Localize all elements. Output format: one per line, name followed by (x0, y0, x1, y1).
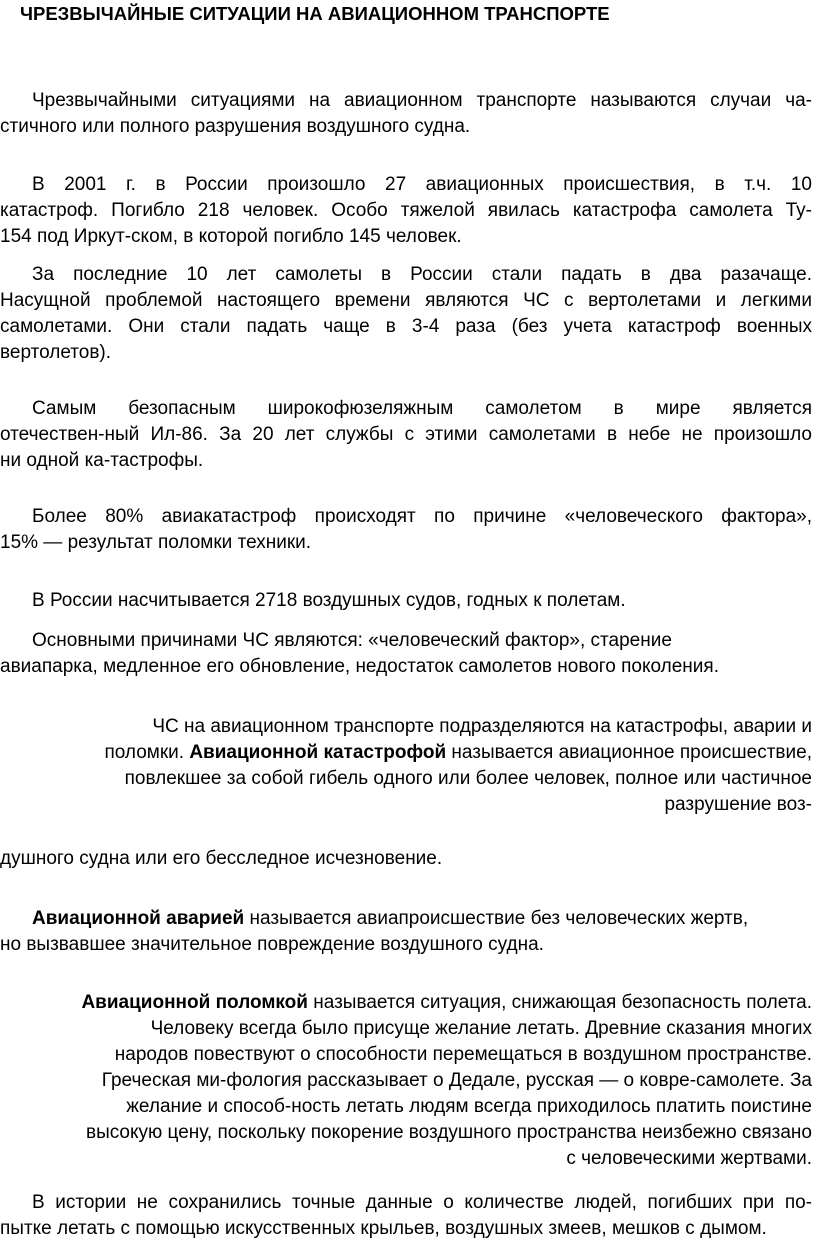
text-line: В истории не сохранились точные данные о количестве людей, погибших при по- (32, 1192, 812, 1213)
text-line (0, 740, 812, 766)
text-line: Насущной проблемой настоящего времени являются ЧС с вертолетами и легкими (0, 290, 812, 311)
paragraph-breakdown-definition (0, 990, 812, 1172)
text-line: За последние 10 лет самолеты в России стали падать в два разачаще. (32, 264, 812, 285)
text-line: катастроф. Погибло 218 человек. Особо тяжелой явилась катастрофа самолета Ту- (0, 200, 812, 221)
text-line: душного судна или его бесследное исчезновение. (0, 848, 443, 869)
paragraph-history (0, 1190, 812, 1242)
paragraph-aircraft-count (0, 588, 812, 614)
text-line: ЧС на авиационном транспорте подразделяются на катастрофы, аварии и (152, 716, 812, 737)
text-fragment: называется ситуация, снижающая безопасность полета. (307, 992, 812, 1013)
text-line: Самым безопасным широкофюзеляжным самолетом в мире является (32, 398, 812, 419)
text-line: пытке летать с помощью искусственных крыльев, воздушных змеев, мешков с дымом. (0, 1218, 767, 1239)
text-line: 15% — результат поломки техники. (0, 532, 312, 553)
term-catastrophe: Авиационной катастрофой (189, 742, 447, 763)
text-fragment: называется авиационное происшествие, (446, 742, 812, 763)
paragraph-statistics-2001 (0, 172, 812, 250)
term-breakdown: Авиационной поломкой (81, 992, 308, 1013)
text-line: вертолетов). (0, 342, 112, 363)
text-fragment: поломки. (104, 742, 190, 763)
term-accident: Авиационной аварией (32, 908, 245, 929)
paragraph-human-factor (0, 504, 812, 556)
text-line: Чрезвычайными ситуациями на авиационном транспорте называются случаи ча- (32, 90, 812, 111)
paragraph-definition (0, 88, 812, 140)
paragraph-catastrophe-definition (0, 714, 812, 818)
text-line: 154 под Иркут-ском, в которой погибло 145 человек. (0, 226, 462, 247)
text-line: Человеку всегда было присуще желание летать. Древние сказания многих (150, 1018, 812, 1039)
text-line: высокую цену, поскольку покорение воздушного пространства неизбежно связано (85, 1122, 812, 1143)
paragraph-il86 (0, 396, 812, 474)
paragraph-catastrophe-continuation (0, 846, 812, 872)
text-line: повлекшее за собой гибель одного или более человек, полное или частичное (124, 768, 812, 789)
text-line: отечествен-ный Ил-86. За 20 лет службы с этими самолетами в небе не произошло (0, 424, 812, 445)
text-line: стичного или полного разрушения воздушного судна. (0, 116, 471, 137)
text-line: народов повествуют о способности перемещаться в воздушном пространстве. (114, 1044, 812, 1065)
text-line: разрушение воз- (664, 794, 812, 815)
text-fragment: называется авиапроисшествие без человеческих жертв, (244, 908, 749, 929)
text-line: Основными причинами ЧС являются: «человеческий фактор», старение (32, 630, 672, 651)
text-line: ни одной ка-тастрофы. (0, 450, 204, 471)
paragraph-last-10-years (0, 262, 812, 366)
text-line (0, 906, 812, 932)
paragraph-accident-definition (0, 906, 812, 958)
text-line: с человеческими жертвами. (566, 1148, 812, 1169)
text-line: В 2001 г. в России произошло 27 авиационных происшествия, в т.ч. 10 (32, 174, 812, 195)
text-line: желание и способ-ность летать людям всегда приходилось платить поистине (126, 1096, 812, 1117)
text-line: авиапарка, медленное его обновление, недостаток самолетов нового поколения. (0, 656, 719, 677)
text-line: но вызвавшее значительное повреждение воздушного судна. (0, 934, 544, 955)
document-title: ЧРЕЗВЫЧАЙНЫЕ СИТУАЦИИ НА АВИАЦИОННОМ ТРАНСПОРТЕ (20, 3, 610, 24)
text-line (0, 990, 812, 1016)
text-line: Более 80% авиакатастроф происходят по причине «человеческого фактора», (32, 506, 812, 527)
text-line: В России насчитывается 2718 воздушных судов, годных к полетам. (32, 590, 626, 611)
paragraph-main-causes (0, 628, 812, 680)
text-line: Греческая ми-фология рассказывает о Дедале, русская — о ковре-самолете. За (101, 1070, 812, 1091)
text-line: самолетами. Они стали падать чаще в 3-4 раза (без учета катастроф военных (0, 316, 812, 337)
